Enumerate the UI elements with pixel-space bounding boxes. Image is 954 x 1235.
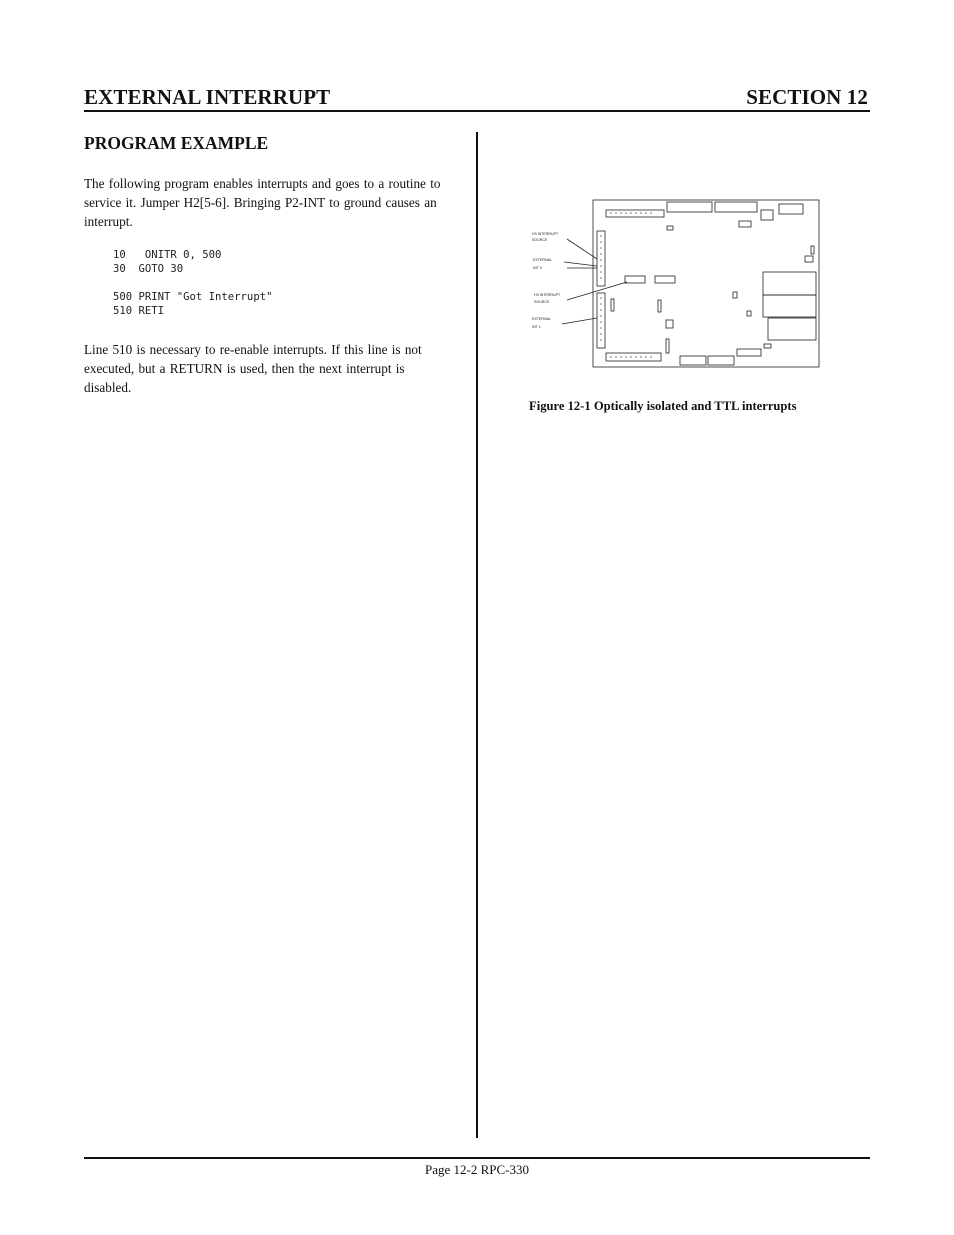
label-h3-interrupt-b: H3 INTERRUPT <box>534 293 561 297</box>
top-connector-a <box>667 202 712 212</box>
right-block-2 <box>763 295 816 317</box>
bottom-connector-b <box>708 356 734 365</box>
right-block-3 <box>768 318 816 340</box>
leader-line-5 <box>562 318 597 324</box>
jumper-block-2 <box>655 276 675 283</box>
component-10 <box>805 256 813 262</box>
top-header-connector <box>606 210 664 217</box>
bottom-connector-a <box>680 356 706 365</box>
footer-rule <box>84 1157 870 1159</box>
top-right-connector <box>779 204 803 214</box>
leader-line-1 <box>567 239 597 259</box>
component-9 <box>811 246 814 254</box>
component-1 <box>611 299 614 311</box>
component-7 <box>733 292 737 298</box>
explanation-paragraph: Line 510 is necessary to re-enable interrupts. If this line is not executed, but a RETURN is used, then the next interrupt is disabled. <box>84 342 422 395</box>
label-source-1: SOURCE <box>532 238 548 242</box>
component-2 <box>658 300 661 312</box>
top-small-block <box>761 210 773 220</box>
header-rule <box>84 110 870 112</box>
bottom-header-connector <box>606 353 661 361</box>
component-8 <box>747 311 751 316</box>
label-h3-interrupt: H3 INTERRUPT <box>532 232 559 236</box>
right-block-1 <box>763 272 816 295</box>
leader-line-2 <box>564 262 597 266</box>
code-block-handler: 500 PRINT "Got Interrupt" 510 RETI <box>113 291 273 318</box>
label-int0: INT 0 <box>533 266 542 270</box>
board-diagram <box>527 196 823 372</box>
page-footer: Page 12-2 RPC-330 <box>425 1162 529 1177</box>
component-11 <box>764 344 771 348</box>
component-3 <box>666 320 673 328</box>
code-block-main-loop: 10 ONITR 0, 500 30 GOTO 30 <box>113 249 222 276</box>
component-5 <box>667 226 673 230</box>
label-external-1: EXTERNAL <box>533 258 552 262</box>
section-heading: PROGRAM EXAMPLE <box>84 133 269 153</box>
page-header-section: SECTION 12 <box>746 85 868 109</box>
bottom-right-block <box>737 349 761 356</box>
label-external-2: EXTERNAL <box>532 317 551 321</box>
figure-caption: Figure 12-1 Optically isolated and TTL interrupts <box>529 399 797 413</box>
board-outline <box>593 200 819 367</box>
column-divider <box>476 132 478 1138</box>
top-connector-b <box>715 202 757 212</box>
intro-paragraph: The following program enables interrupts and goes to a routine to service it. Jumper H2[5-6]. Bringing P2-INT to ground causes an interrupt. <box>84 176 441 229</box>
label-source-2: SOURCE <box>534 300 550 304</box>
component-4 <box>666 339 669 353</box>
label-int1: INT 1 <box>532 325 541 329</box>
jumper-block-1 <box>625 276 645 283</box>
component-6 <box>739 221 751 227</box>
page-header-title: EXTERNAL INTERRUPT <box>84 85 331 109</box>
